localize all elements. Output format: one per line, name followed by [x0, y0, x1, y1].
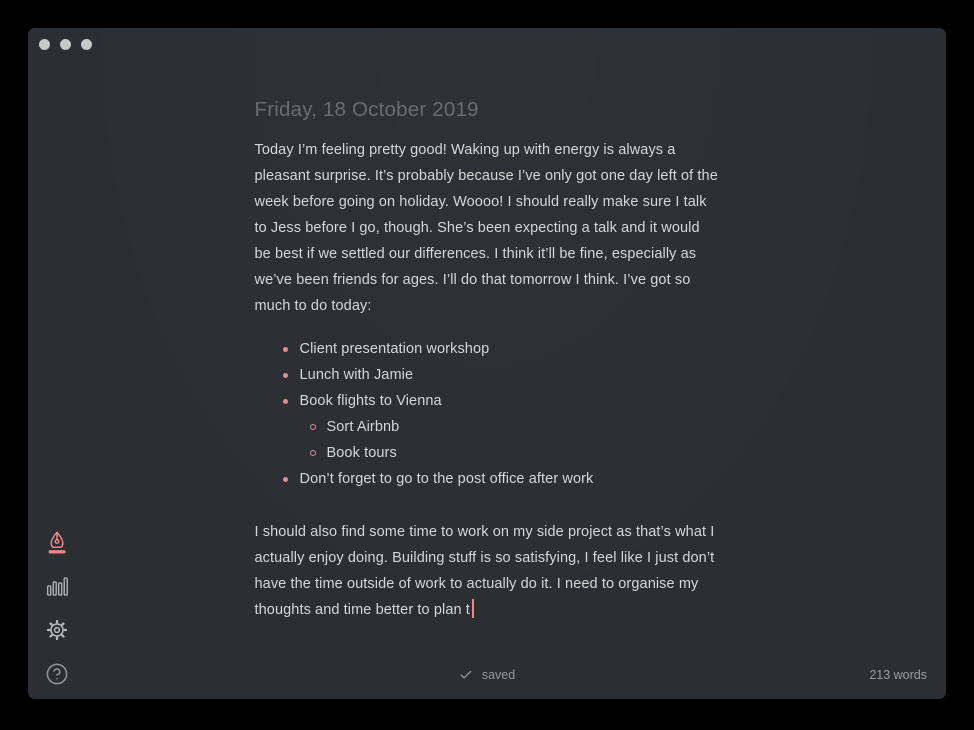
- todo-subitem[interactable]: Sort Airbnb: [255, 414, 720, 440]
- todo-subitem[interactable]: Book tours: [255, 440, 720, 466]
- saved-label: saved: [481, 668, 516, 682]
- sidebar-item-write[interactable]: [45, 530, 69, 554]
- pen-nib-icon: [45, 530, 69, 555]
- text-caret: [472, 599, 474, 618]
- journal-editor[interactable]: [28, 28, 946, 623]
- journal-paragraph[interactable]: Today I’m feeling pretty good! Waking up with energy is always a pleasant surprise. It’s probably because I’ve only got one day left of the week before going on holiday. Woooo! I should really make sure I talk to Jess before I go, though. She’s been expecting a talk and it would be best if we settled our differences. I think it’ll be fine, especially as we’ve been friends for ages. I’ll do that tomorrow I think. I’ve got so much to do today:: [254, 142, 718, 314]
- todo-item[interactable]: Lunch with Jamie: [255, 362, 720, 388]
- sidebar-item-stats[interactable]: [45, 574, 69, 598]
- sidebar-item-settings[interactable]: [45, 618, 69, 642]
- word-count: 213 words: [869, 668, 927, 682]
- app-window: [28, 28, 946, 699]
- entry-date-heading[interactable]: Friday, 18 October 2019: [254, 98, 479, 121]
- save-status: [459, 668, 515, 682]
- todo-item[interactable]: Client presentation workshop: [255, 336, 720, 362]
- journal-entry: [255, 98, 720, 623]
- status-bar: [28, 651, 946, 699]
- todo-item[interactable]: Book flights to Vienna: [255, 388, 720, 414]
- journal-paragraph[interactable]: I should also find some time to work on my side project as that’s what I actually enjoy doing. Building stuff is so satisfying, I feel like I just don’t have the time outside of work to actually do it. I need to organise my thoughts and time better to plan t: [254, 524, 715, 618]
- todo-item[interactable]: Don’t forget to go to the post office after work: [255, 466, 720, 492]
- gear-icon: [45, 618, 69, 642]
- todo-list: [255, 336, 720, 492]
- check-icon: [459, 668, 473, 682]
- bar-chart-icon: [45, 574, 69, 598]
